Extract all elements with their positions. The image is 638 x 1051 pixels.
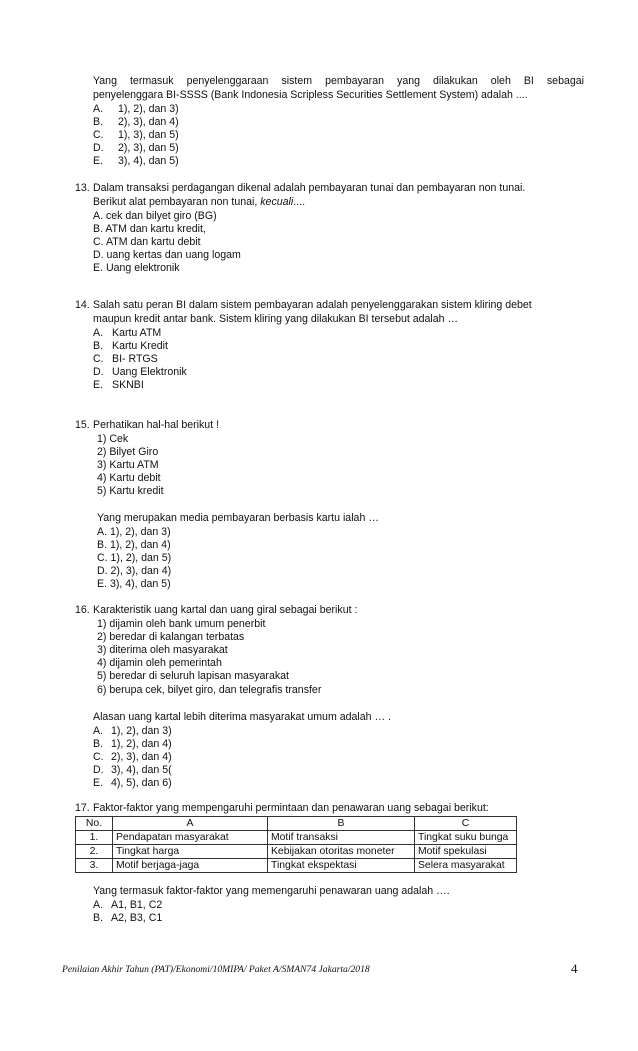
q15-item-4: 4) Kartu debit	[97, 472, 161, 484]
q15-item-1: 1) Cek	[97, 433, 129, 445]
q15-item-3: 3) Kartu ATM	[97, 459, 159, 471]
option-text: A1, B1, C2	[111, 899, 163, 911]
page-number: 4	[571, 961, 578, 976]
q15-item-2: 2) Bilyet Giro	[97, 446, 159, 458]
q14-option-c	[93, 353, 158, 366]
q14-stem-line-1: Salah satu peran BI dalam sistem pembayaran adalah penyelenggarakan sistem kliring debet	[93, 299, 532, 311]
q15-option-a: A. 1), 2), dan 3)	[97, 526, 171, 538]
q15-item-5: 5) Kartu kredit	[97, 485, 164, 497]
table-cell: Selera masyarakat	[415, 859, 517, 873]
table-cell: Kebijakan otoritas moneter	[268, 845, 415, 859]
option-letter: E.	[93, 777, 104, 789]
table-cell: 1.	[76, 831, 113, 845]
factors-table	[75, 816, 517, 873]
q13-option-b: B. ATM dan kartu kredit,	[93, 223, 206, 235]
q14-option-a	[93, 327, 162, 340]
q14-option-d	[93, 366, 187, 379]
table-cell: Tingkat harga	[113, 845, 268, 859]
option-letter: D.	[93, 764, 104, 776]
table-cell: Motif berjaga-jaga	[113, 859, 268, 873]
q16-item-4: 4) dijamin oleh pemerintah	[97, 657, 222, 669]
q16-item-2: 2) beredar di kalangan terbatas	[97, 631, 245, 643]
q12-option-d	[93, 142, 179, 155]
option-letter: C.	[93, 129, 104, 141]
option-letter: B.	[93, 738, 104, 750]
option-text: A2, B3, C1	[111, 912, 163, 924]
q17-stem: Faktor-faktor yang mempengaruhi permintaan dan penawaran uang sebagai berikut:	[93, 802, 489, 814]
q12-option-a	[93, 103, 179, 116]
option-letter: A.	[93, 103, 104, 115]
q15-stem: Perhatikan hal-hal berikut !	[93, 419, 220, 431]
q13-option-a: A. cek dan bilyet giro (BG)	[93, 210, 217, 222]
q13-number: 13.	[75, 182, 90, 194]
table-cell: Tingkat ekspektasi	[268, 859, 415, 873]
option-text: 1), 2), dan 3)	[118, 103, 179, 115]
q15-option-b: B. 1), 2), dan 4)	[97, 539, 171, 551]
table-row	[76, 845, 517, 859]
table-row	[76, 831, 517, 845]
option-letter: E.	[93, 379, 104, 391]
option-letter: C.	[93, 353, 104, 365]
q12-option-c	[93, 129, 179, 142]
q17-option-a	[93, 899, 163, 912]
q16-item-3: 3) diterima oleh masyarakat	[97, 644, 228, 656]
q13-stem-emphasis: kecuali	[260, 196, 294, 208]
option-text: 2), 3), dan 4)	[111, 751, 172, 763]
option-letter: B.	[93, 912, 104, 924]
q15-option-c: C. 1), 2), dan 5)	[97, 552, 172, 564]
q16-stem: Karakteristik uang kartal dan uang giral sebagai berikut :	[93, 604, 358, 616]
table-cell: Motif spekulasi	[415, 845, 517, 859]
page-footer: Penilaian Akhir Tahun (PAT)/Ekonomi/10MIPA/ Paket A/SMAN74 Jakarta/2018	[62, 964, 370, 975]
q15-option-e: E. 3), 4), dan 5)	[97, 578, 171, 590]
option-letter: B.	[93, 116, 104, 128]
option-text: 2), 3), dan 5)	[118, 142, 179, 154]
option-text: 4), 5), dan 6)	[111, 777, 172, 789]
table-cell: Motif transaksi	[268, 831, 415, 845]
q15-option-d: D. 2), 3), dan 4)	[97, 565, 172, 577]
option-letter: A.	[93, 899, 104, 911]
q12-option-b	[93, 116, 179, 129]
table-header-cell: C	[415, 817, 517, 831]
option-letter: E.	[93, 155, 104, 167]
table-row	[76, 859, 517, 873]
option-text: Uang Elektronik	[112, 366, 187, 378]
q13-option-c: C. ATM dan kartu debit	[93, 236, 201, 248]
option-text: SKNBI	[112, 379, 144, 391]
q12-stem-line-2: penyelenggara BI-SSSS (Bank Indonesia Scripless Securities Settlement System) adalah ....	[93, 89, 528, 101]
q16-option-b	[93, 738, 172, 751]
table-cell: Pendapatan masyarakat	[113, 831, 268, 845]
q17-question: Yang termasuk faktor-faktor yang memengaruhi penawaran uang adalah ….	[93, 885, 450, 897]
q13-option-d: D. uang kertas dan uang logam	[93, 249, 241, 261]
q13-stem-line-1: Dalam transaksi perdagangan dikenal adalah pembayaran tunai dan pembayaran non tunai.	[93, 182, 526, 194]
q13-stem-ellipsis: ....	[293, 196, 306, 208]
q14-stem-line-2: maupun kredit antar bank. Sistem kliring yang dilakukan BI tersebut adalah …	[93, 313, 459, 325]
q13-stem-line-2	[93, 196, 305, 209]
option-text: 1), 3), dan 5)	[118, 129, 179, 141]
option-letter: D.	[93, 142, 104, 154]
q17-option-b	[93, 912, 163, 925]
q13-stem-text: Berikut alat pembayaran non tunai,	[93, 196, 261, 208]
option-letter: D.	[93, 366, 104, 378]
q17-number: 17.	[75, 802, 90, 814]
table-header-cell: A	[113, 817, 268, 831]
option-text: 3), 4), dan 5(	[111, 764, 172, 776]
option-text: BI- RTGS	[112, 353, 158, 365]
option-text: Kartu ATM	[112, 327, 162, 339]
table-cell: Tingkat suku bunga	[415, 831, 517, 845]
option-text: 2), 3), dan 4)	[118, 116, 179, 128]
q16-option-c	[93, 751, 172, 764]
option-letter: B.	[93, 340, 104, 352]
q13-option-e: E. Uang elektronik	[93, 262, 180, 274]
option-letter: C.	[93, 751, 104, 763]
q16-option-d	[93, 764, 172, 777]
q16-item-6: 6) berupa cek, bilyet giro, dan telegrafis transfer	[97, 684, 322, 696]
q14-number: 14.	[75, 299, 90, 311]
q15-question: Yang merupakan media pembayaran berbasis kartu ialah …	[97, 512, 379, 524]
q14-option-b	[93, 340, 168, 353]
q15-number: 15.	[75, 419, 90, 431]
table-cell: 3.	[76, 859, 113, 873]
option-letter: A.	[93, 725, 104, 737]
option-text: 3), 4), dan 5)	[118, 155, 179, 167]
q14-option-e	[93, 379, 144, 392]
table-cell: 2.	[76, 845, 113, 859]
table-header-row	[76, 817, 517, 831]
option-text: Kartu Kredit	[112, 340, 168, 352]
q12-stem-line-1: Yang termasuk penyelenggaraan sistem pembayaran yang dilakukan oleh BI sebagai	[93, 75, 584, 87]
option-text: 1), 2), dan 4)	[111, 738, 172, 750]
q16-item-1: 1) dijamin oleh bank umum penerbit	[97, 618, 266, 630]
table-header-cell: No.	[76, 817, 113, 831]
q12-option-e	[93, 155, 179, 168]
option-letter: A.	[93, 327, 104, 339]
table-header-cell: B	[268, 817, 415, 831]
q16-number: 16.	[75, 604, 90, 616]
q16-option-e	[93, 777, 172, 790]
q16-question: Alasan uang kartal lebih diterima masyarakat umum adalah … .	[93, 711, 391, 723]
q16-option-a	[93, 725, 172, 738]
option-text: 1), 2), dan 3)	[111, 725, 172, 737]
q16-item-5: 5) beredar di seluruh lapisan masyarakat	[97, 670, 289, 682]
